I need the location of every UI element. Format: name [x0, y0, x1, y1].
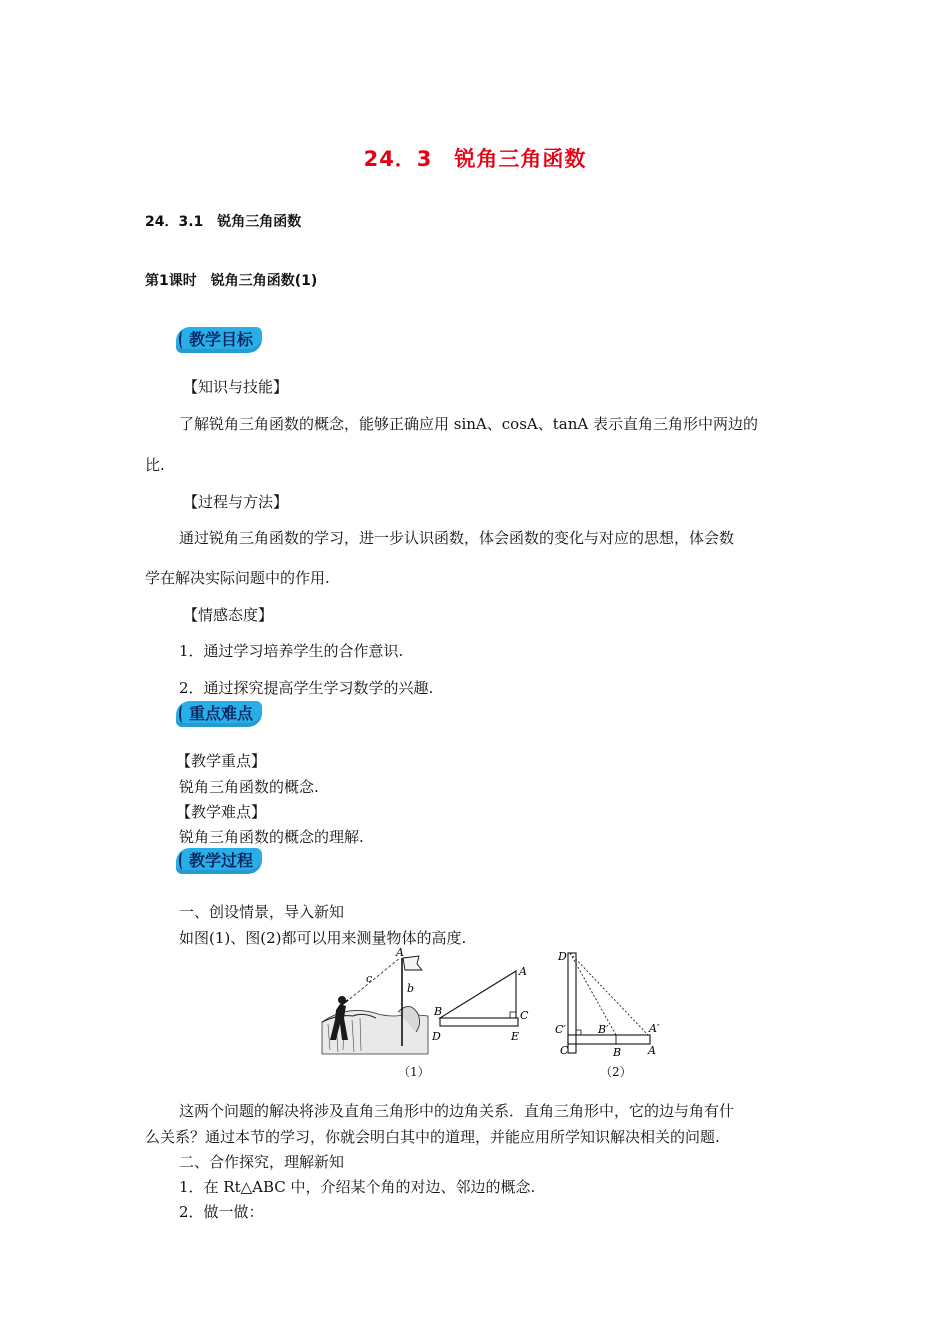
fig1-vertex-C: C: [520, 1009, 529, 1022]
figure1-illustration: [322, 956, 428, 1054]
process-method-heading: 【过程与方法】: [183, 493, 289, 511]
fig1-vertex-D: D: [432, 1030, 441, 1043]
fig2-vertex-D: D: [558, 950, 567, 963]
badge-key-points: 重点难点: [176, 701, 262, 727]
fig1-label-c: c: [366, 972, 373, 985]
figure2-diagram: [568, 953, 650, 1053]
figure1-triangle: [440, 971, 518, 1026]
fig1-label-b: b: [407, 982, 415, 995]
step1-heading: 一、创设情景，导入新知: [179, 903, 345, 921]
knowledge-heading: 【知识与技能】: [183, 378, 289, 396]
document-title: 24．3 锐角三角函数: [363, 147, 587, 171]
step2-item-2: 2．做一做：: [179, 1203, 264, 1221]
fig1-vertex-B: B: [434, 1005, 443, 1018]
fig1-vertex-E: E: [511, 1030, 520, 1043]
figure2-caption: （2）: [600, 1065, 632, 1079]
fig2-vertex-A-prime: A′: [649, 1022, 660, 1035]
fig1-label-a: A: [396, 946, 404, 959]
attitude-item-1: 1．通过学习培养学生的合作意识.: [179, 642, 404, 660]
fig1-vertex-A: A: [519, 965, 527, 978]
section-heading: 24．3.1 锐角三角函数: [145, 214, 302, 230]
fig2-vertex-C-prime: C′: [555, 1023, 566, 1036]
focus-heading: 【教学重点】: [176, 752, 267, 770]
figure1-caption: （1）: [398, 1065, 430, 1079]
lesson-heading: 第1课时 锐角三角函数(1): [145, 273, 318, 289]
badge-teaching-process: 教学过程: [176, 848, 262, 874]
knowledge-text-line1: 了解锐角三角函数的概念，能够正确应用 sinA、cosA、tanA 表示直角三角形中两边的: [179, 415, 758, 433]
process-method-line1: 通过锐角三角函数的学习，进一步认识函数，体会函数的变化与对应的思想，体会数: [179, 529, 735, 547]
fig2-vertex-B-prime: B′: [598, 1023, 609, 1036]
badge-teaching-goals: 教学目标: [176, 327, 262, 353]
difficulty-heading: 【教学难点】: [176, 803, 267, 821]
knowledge-text-line2: 比.: [145, 456, 165, 474]
step2-heading: 二、合作探究，理解新知: [179, 1153, 345, 1171]
focus-text: 锐角三角函数的概念.: [179, 778, 319, 796]
difficulty-text: 锐角三角函数的概念的理解.: [179, 828, 364, 846]
fig2-vertex-A: A: [648, 1044, 656, 1057]
fig2-vertex-B: B: [613, 1046, 622, 1059]
intro-paragraph-line1: 这两个问题的解决将涉及直角三角形中的边角关系．直角三角形中，它的边与角有什: [179, 1102, 735, 1120]
measurement-figure: [318, 944, 663, 1083]
step1-text: 如图(1)、图(2)都可以用来测量物体的高度.: [179, 929, 467, 947]
attitude-item-2: 2．通过探究提高学生学习数学的兴趣.: [179, 679, 434, 697]
step2-item-1: 1．在 Rt△ABC 中，介绍某个角的对边、邻边的概念.: [179, 1178, 536, 1196]
intro-paragraph-line2: 么关系？通过本节的学习，你就会明白其中的道理，并能应用所学知识解决相关的问题.: [145, 1128, 720, 1146]
process-method-line2: 学在解决实际问题中的作用.: [145, 569, 330, 587]
height-measurement-diagrams: [318, 944, 663, 1079]
attitude-heading: 【情感态度】: [183, 606, 274, 624]
fig2-vertex-C: C: [560, 1044, 569, 1057]
